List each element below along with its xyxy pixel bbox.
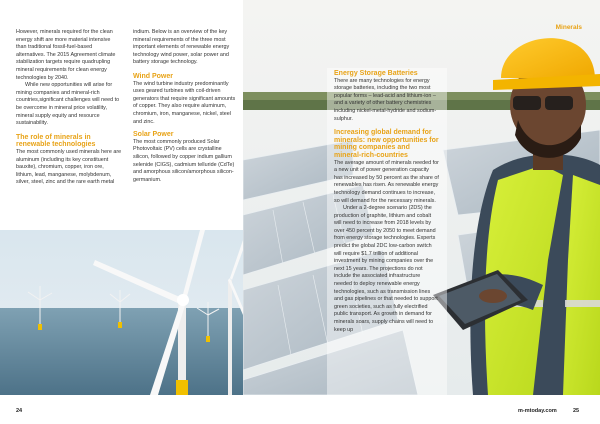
section-label: Minerals — [555, 24, 582, 31]
page-number-right: 25 — [573, 408, 580, 414]
wind-power-body — [133, 81, 237, 127]
column-3 — [334, 70, 439, 334]
wind-power-heading: Wind Power — [133, 72, 173, 80]
footer-bar — [0, 395, 600, 424]
wind-power-text: The wind turbine industry predominantly uses geared turbines with coil-driven generators that require significant amounts of copper. They also require aluminum, chromium, iron, manganese, nickel, steel and zinc. — [133, 80, 236, 125]
column-2 — [133, 29, 237, 184]
solar-power-text: The most commonly produced Solar Photovoltaic (PV) cells are crystalline silicon, followed by copper indium gallium selenide (CIGS), cadmium telluride (CdTe) and amorphous silicon/amorphous silicon-germanium. — [133, 138, 235, 183]
demand-para2: Under a 2-degree scenario (2DS) the production of graphite, lithium and cobalt will need to increase from 2018 levels by over 450 percent by 2050 to meet demand from energy storage technologies. Experts predict the global 2DC low-carbon switch will require $1.7 trillion of additional investment by mining companies over the next 15 years. The projections do not include the associated infrastructure needed to deploy renewable energy technologies, such as transmission lines and gas pipelines or that needed to support green societies, such as fully electrified public transport. As growth in demand for minerals soars, supply chains will need to keep up — [334, 205, 438, 333]
demand-heading: Increasing global demand for minerals: new opportunities for mining companies and mineral-rich-countries — [334, 129, 439, 159]
col1-body2 — [16, 149, 122, 187]
col1-heading: The role of minerals in renewable technologies — [16, 133, 96, 149]
page-number-left: 24 — [16, 408, 23, 414]
col1-para2: While new opportunities will arise for mining companies and mineral-rich countries,significant challenges will need to be overcome in mineral price volatility, mineral supply equity and resource sustainability. — [16, 82, 120, 127]
solar-power-body — [133, 139, 237, 185]
demand-body — [334, 160, 439, 335]
energy-storage-body — [334, 78, 439, 124]
wind-turbines-illustration — [0, 230, 243, 395]
wind-turbines-photo — [0, 230, 243, 395]
energy-storage-text: There are many technologies for energy storage batteries, including the two most popular forms – lead-acid and lithium-ion – and a variety of other battery chemistries including nickel-metal-hydride and sodium-sulphur. — [334, 77, 437, 122]
col2-para1: indium. Below is an overview of the key mineral requirements of the three most important elements of renewable energy technology wind power, solar power and battery storage technology. — [133, 29, 230, 66]
energy-storage-heading: Energy Storage Batteries — [334, 70, 418, 77]
solar-power-heading: Solar Power — [133, 131, 174, 139]
col1-para3: The most commonly used minerals here are aluminum (including its key constituent bauxite), chromium, copper, iron ore, lithium, lead, manganese, molybdenum, silver, steel, zinc and the rare earth metal — [16, 148, 122, 186]
column-1 — [16, 29, 122, 187]
footer-website: m-mtoday.com — [518, 408, 557, 414]
col2-text — [133, 29, 237, 67]
col1-text — [16, 29, 122, 128]
col1-para1: However, minerals required for the clean energy shift are more material intensive than traditional fossil-fuel-based alternatives. The 2015 Agreement climate stabilization targets require quadrupling mineral requirements for clean energy technologies by 2040. — [16, 29, 116, 81]
demand-para1: The average amount of minerals needed for a new unit of power generation capacity has increased by 50 percent as the share of renewables has risen. As renewable energy technology demand continues to increase, so will demand for the necessary minerals. — [334, 159, 439, 204]
section-header — [556, 16, 582, 34]
